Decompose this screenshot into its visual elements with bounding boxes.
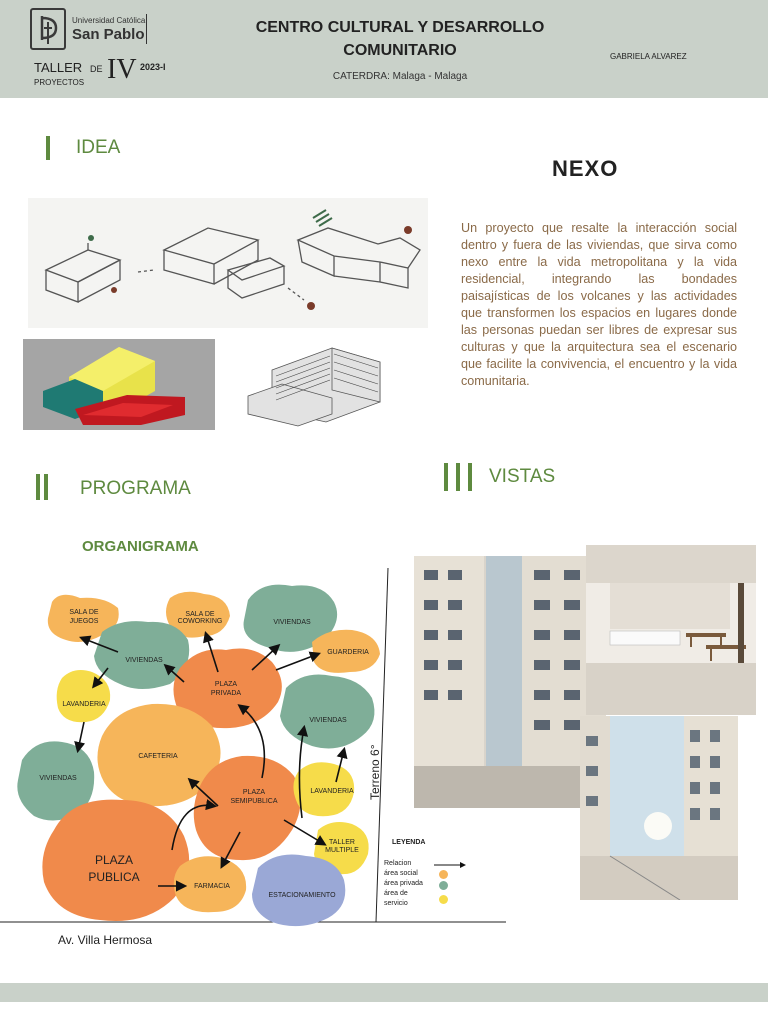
label-coworking-2: COWORKING bbox=[177, 618, 223, 625]
vistas-bar-1 bbox=[444, 463, 448, 491]
arrow-to-viviendas-far-left bbox=[78, 722, 84, 750]
legend-privada-dot bbox=[439, 881, 448, 890]
vistas-bar-3 bbox=[468, 463, 472, 491]
taller-label: TALLER bbox=[34, 60, 83, 75]
label-plaza-semi-2: SEMIPUBLICA bbox=[230, 798, 278, 805]
concept-sketch-image bbox=[28, 198, 428, 328]
street-label: Av. Villa Hermosa bbox=[58, 933, 153, 947]
page-title bbox=[220, 16, 580, 62]
catedra-label: CATERDRA: Malaga - Malaga bbox=[332, 71, 468, 82]
taller-number: IV bbox=[107, 54, 137, 85]
legend-relacion: Relacion bbox=[384, 860, 412, 867]
programa-heading: PROGRAMA bbox=[80, 478, 191, 499]
bubble-estacionamiento bbox=[252, 855, 345, 927]
programa-bar-2 bbox=[44, 474, 48, 500]
legend-social-dot bbox=[439, 870, 448, 879]
organigrama-heading: ORGANIGRAMA bbox=[82, 538, 199, 555]
idea-description: Un proyecto que resalte la interacción social dentro y fuera de las viviendas, que sirva como nexo entre la vida metropolitana y la vida residencial, integrando las bondades paisajísticas de los volcanes y las actividades que transformen los espacios en lugares donde las personas puedan ser libres de expresar sus culturas y que la arquitectura sea el escenario que facilite la convivencia, el encuentro y la vida comunitaria. bbox=[461, 221, 737, 388]
taller-de-label: DE bbox=[90, 64, 103, 74]
label-viviendas-left: VIVIENDAS bbox=[125, 657, 163, 664]
label-farmacia: FARMACIA bbox=[194, 883, 230, 890]
label-plaza-semi-1: PLAZA bbox=[242, 789, 266, 796]
university-logo bbox=[30, 8, 66, 50]
label-viviendas-right: VIVIENDAS bbox=[309, 717, 347, 724]
interior-cafeteria-render bbox=[586, 545, 756, 715]
label-guarderia: GUARDERIA bbox=[327, 649, 369, 656]
legend-servicio-2: servicio bbox=[384, 900, 408, 907]
label-viviendas-far-left: VIVIENDAS bbox=[39, 775, 77, 782]
university-line: Universidad Católica bbox=[72, 16, 146, 25]
label-viviendas-top: VIVIENDAS bbox=[273, 619, 311, 626]
legend-servicio-dot bbox=[439, 895, 448, 904]
label-plaza-publica-2: PUBLICA bbox=[88, 870, 140, 884]
terreno-label: Terreno 6° bbox=[368, 744, 382, 800]
title-line-2: COMUNITARIO bbox=[343, 42, 457, 59]
exterior-terrace-render bbox=[580, 716, 738, 900]
legend-title: LEYENDA bbox=[392, 839, 426, 846]
vistas-bar-2 bbox=[456, 463, 460, 491]
legend-privada: área privada bbox=[384, 880, 423, 887]
legend-arrow-icon bbox=[432, 860, 468, 870]
bubble-viviendas-right bbox=[280, 675, 374, 749]
idea-heading: IDEA bbox=[76, 137, 121, 158]
building-model-image bbox=[242, 340, 404, 430]
label-lavanderia-left: LAVANDERIA bbox=[62, 701, 106, 708]
legend-social: área social bbox=[384, 870, 418, 877]
author-name: GABRIELA ALVAREZ bbox=[610, 52, 687, 61]
idea-section-bar bbox=[46, 136, 50, 160]
label-plaza-privada-2: PRIVADA bbox=[210, 690, 242, 697]
bubble-viviendas-left bbox=[94, 621, 189, 689]
label-sala-juegos-2: JUEGOS bbox=[69, 618, 99, 625]
title-line-1: CENTRO CULTURAL Y DESARROLLO bbox=[255, 19, 545, 36]
logo-divider bbox=[146, 14, 147, 44]
exterior-street-render bbox=[414, 556, 606, 808]
vistas-heading: VISTAS bbox=[489, 466, 556, 487]
proyectos-label: PROYECTOS bbox=[34, 78, 85, 87]
massing-model-image bbox=[23, 339, 215, 430]
footer-band bbox=[0, 983, 768, 1002]
label-cafeteria: CAFETERIA bbox=[138, 753, 178, 760]
programa-bar-1 bbox=[36, 474, 40, 500]
label-plaza-publica-1: PLAZA bbox=[94, 853, 134, 867]
bubble-plaza-semipublica bbox=[194, 756, 301, 860]
university-name: San Pablo bbox=[72, 26, 145, 43]
label-sala-juegos-1: SALA DE bbox=[69, 609, 99, 616]
bubble-lavanderia-left bbox=[57, 670, 111, 722]
label-taller-2: MULTIPLE bbox=[325, 847, 359, 854]
taller-year: 2023-I bbox=[140, 62, 166, 72]
label-lavanderia-right: LAVANDERIA bbox=[310, 788, 354, 795]
concept-title: NEXO bbox=[552, 156, 619, 181]
label-plaza-privada-1: PLAZA bbox=[214, 681, 238, 688]
label-taller-1: TALLER bbox=[329, 839, 355, 846]
arrow-to-guarderia bbox=[276, 654, 318, 670]
legend-servicio-1: área de bbox=[384, 890, 408, 897]
label-estacionamiento: ESTACIONAMIENTO bbox=[268, 892, 336, 899]
label-coworking-1: SALA DE bbox=[185, 611, 215, 618]
